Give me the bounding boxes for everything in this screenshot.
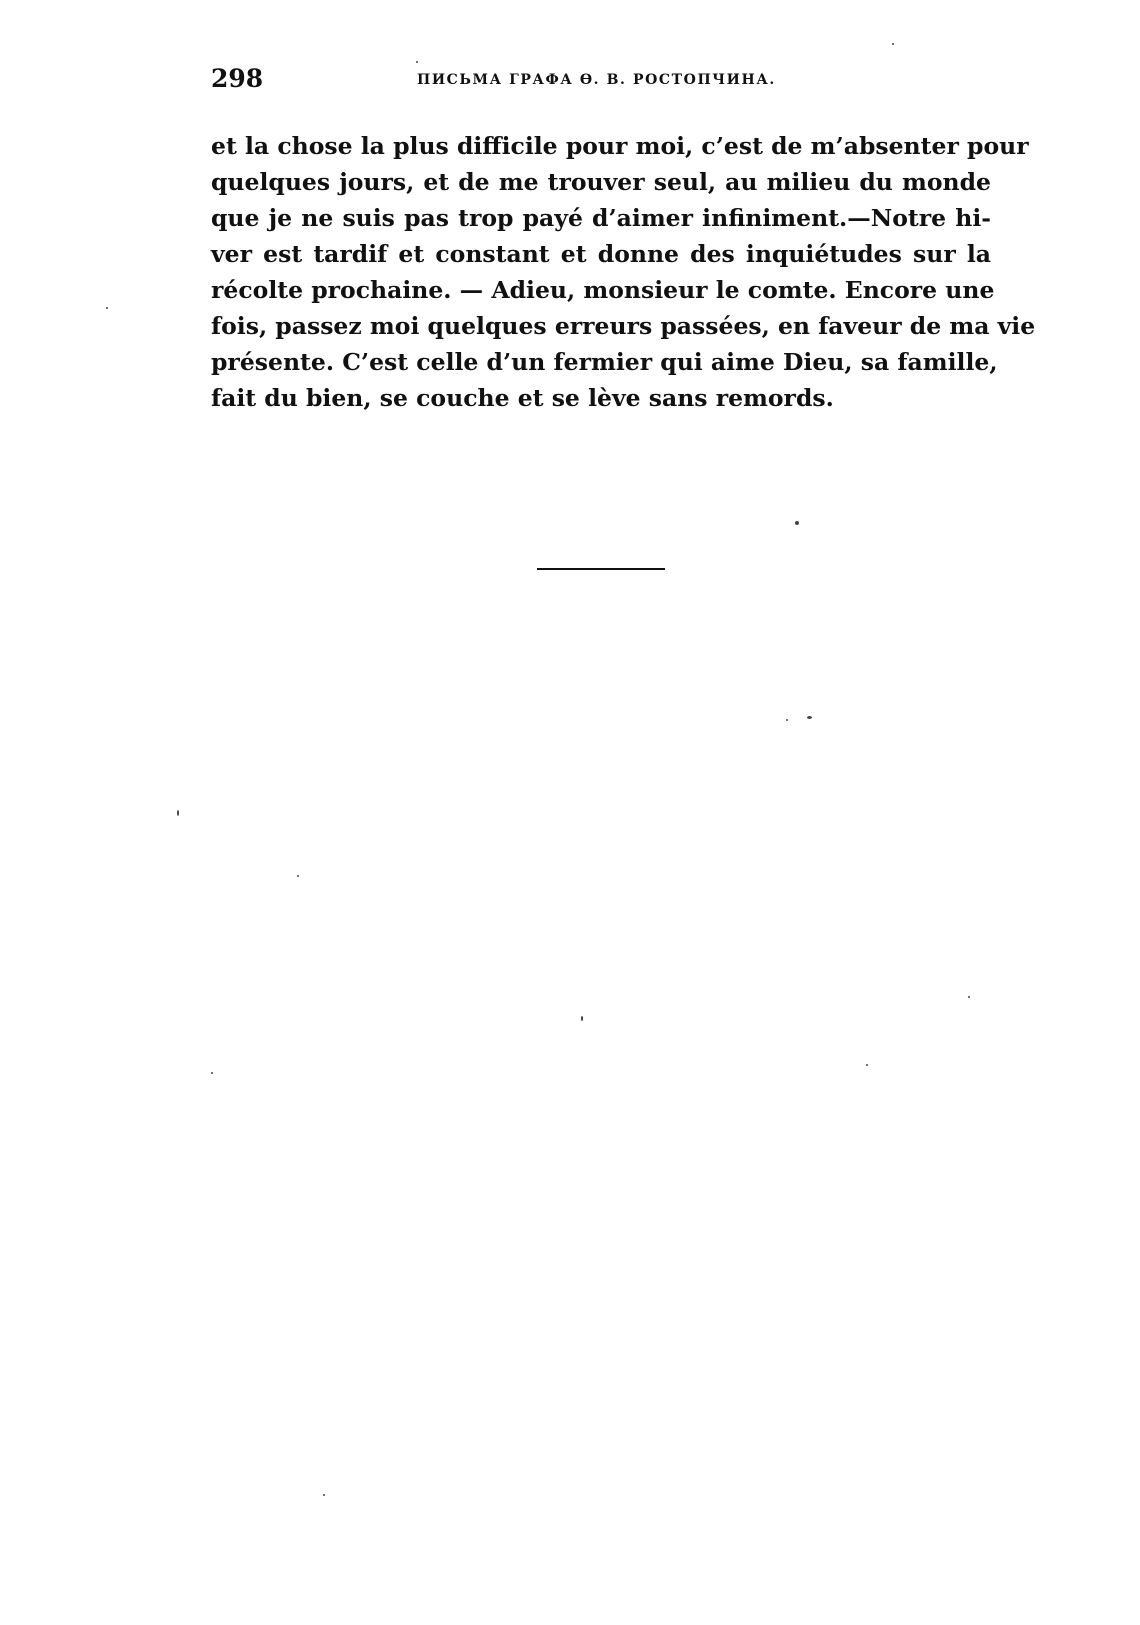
text-line: fait du bien, se couche et se lève sans remords. xyxy=(211,384,834,412)
scan-speck xyxy=(581,1016,583,1021)
running-head: ПИСЬМА ГРАФА Ө. В. РОСТОПЧИНА. xyxy=(417,72,776,88)
scan-speck xyxy=(807,716,812,719)
letter-text xyxy=(211,128,1036,416)
text-line: présente. C’est celle d’un fermier qui aime Dieu, sa famille, xyxy=(211,348,998,376)
text-line: ver est tardif et constant et donne des inquiétudes sur la xyxy=(211,240,991,268)
scan-speck xyxy=(968,996,970,998)
scan-speck xyxy=(177,810,179,816)
section-divider xyxy=(537,568,665,570)
scan-speck xyxy=(866,1064,868,1066)
text-line: fois, passez moi quelques erreurs passées, en faveur de ma vie xyxy=(211,312,1036,340)
scan-speck xyxy=(297,875,299,877)
scan-speck xyxy=(106,307,108,309)
text-line: quelques jours, et de me trouver seul, au milieu du monde xyxy=(211,168,991,196)
text-line: et la chose la plus difficile pour moi, c’est de m’absenter pour xyxy=(211,132,1029,160)
scan-speck xyxy=(211,1072,213,1074)
scan-speck xyxy=(786,719,788,721)
scan-speck xyxy=(892,43,894,45)
scan-speck xyxy=(323,1494,325,1496)
scan-speck xyxy=(795,521,799,525)
scan-speck xyxy=(416,61,418,63)
text-line: récolte prochaine. — Adieu, monsieur le comte. Encore une xyxy=(211,276,995,304)
text-line: que je ne suis pas trop payé d’aimer infiniment.—Notre hi- xyxy=(211,204,991,232)
page-number: 298 xyxy=(211,64,264,93)
page-header xyxy=(211,64,991,98)
